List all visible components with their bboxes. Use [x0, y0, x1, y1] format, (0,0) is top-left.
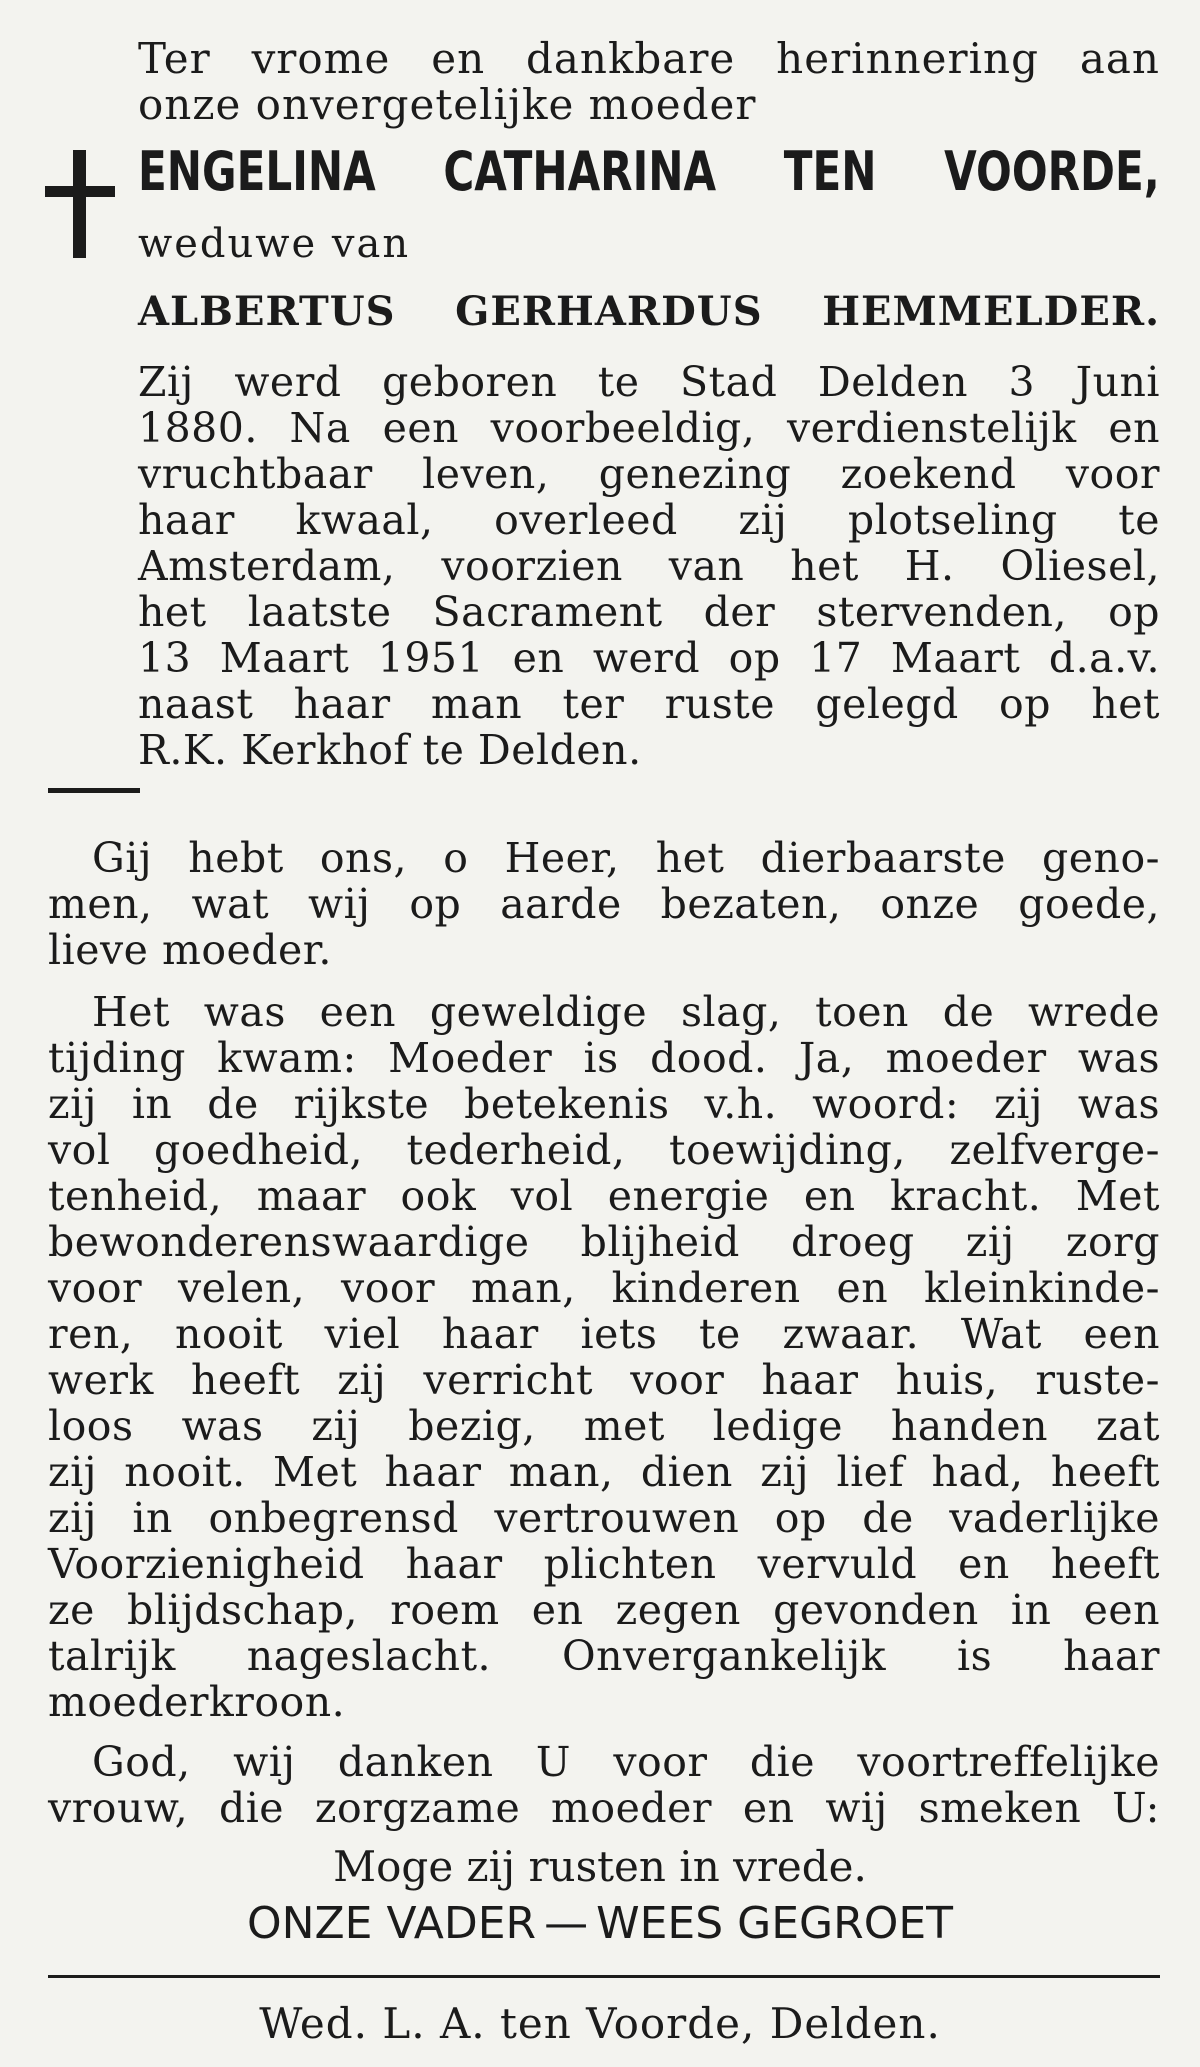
biography-line-6: het laatste Sacrament der stervenden, op — [138, 588, 1160, 636]
paragraph-2-line-11: zij nooit. Met haar man, dien zij lief had, heeft — [48, 1448, 1160, 1496]
biography-line-9: R.K. Kerkhof te Delden. — [138, 726, 642, 774]
paragraph-2-line-5: tenheid, maar ook vol energie en kracht. Met — [48, 1172, 1160, 1220]
deceased-name: ENGELINA CATHARINA TEN VOORDE, — [138, 140, 1160, 203]
short-divider — [48, 788, 140, 793]
biography-line-3: vruchtbaar leven, genezing zoekend voor — [138, 450, 1160, 498]
biography-line-2: 1880. Na een voorbeeldig, verdienstelijk en — [138, 404, 1160, 452]
prayer-separator: — — [544, 1898, 589, 1949]
paragraph-2-line-16: moederkroon. — [48, 1678, 346, 1726]
prayer-our-father: ONZE VADER — [246, 1898, 537, 1949]
paragraph-2-line-4: vol goedheid, tederheid, toewijding, zelfverge- — [48, 1126, 1160, 1174]
prayer-hail-mary: WEES GEGROET — [596, 1898, 954, 1949]
biography-line-8: naast haar man ter ruste gelegd op het — [138, 680, 1160, 728]
intro-line-1: Ter vrome en dankbare herinnering aan — [138, 34, 1160, 83]
rest-in-peace: Moge zij rusten in vrede. — [333, 1842, 867, 1891]
paragraph-2-line-2: tijding kwam: Moeder is dood. Ja, moeder was — [48, 1034, 1160, 1082]
intro-line-2: onze onvergetelijke moeder — [138, 80, 757, 129]
paragraph-2-line-15: talrijk nageslacht. Onvergankelijk is haar — [48, 1632, 1160, 1680]
paragraph-2-line-3: zij in de rijkste betekenis v.h. woord: zij was — [48, 1080, 1160, 1128]
cross-icon — [73, 150, 86, 258]
paragraph-2-line-13: Voorzienigheid haar plichten vervuld en heeft — [48, 1540, 1160, 1588]
widow-of-label: weduwe van — [138, 221, 411, 267]
paragraph-3-line-1: God, wij danken U voor die voortreffelijke — [92, 1738, 1160, 1786]
paragraph-2-line-7: voor velen, voor man, kinderen en kleinkinde- — [48, 1264, 1160, 1312]
paragraph-1-line-3: lieve moeder. — [48, 926, 332, 974]
biography-line-5: Amsterdam, voorzien van het H. Oliesel, — [138, 542, 1160, 590]
paragraph-2-line-1: Het was een geweldige slag, toen de wrede — [92, 988, 1160, 1036]
paragraph-2-line-6: bewonderenswaardige blijheid droeg zij zorg — [48, 1218, 1160, 1266]
paragraph-2-line-9: werk heeft zij verricht voor haar huis, ruste- — [48, 1356, 1160, 1404]
paragraph-2-line-12: zij in onbegrensd vertrouwen op de vaderlijke — [48, 1494, 1160, 1542]
husband-name: ALBERTUS GERHARDUS HEMMELDER. — [138, 288, 1160, 335]
prayers — [0, 1898, 1200, 1949]
paragraph-1-line-1: Gij hebt ons, o Heer, het dierbaarste geno- — [92, 834, 1160, 882]
bottom-divider — [48, 1975, 1160, 1978]
cross-icon-bar — [45, 186, 115, 197]
paragraph-2-line-14: ze blijdschap, roem en zegen gevonden in een — [48, 1586, 1160, 1634]
biography-line-1: Zij werd geboren te Stad Delden 3 Juni — [138, 358, 1160, 406]
paragraph-2-line-8: ren, nooit viel haar iets te zwaar. Wat een — [48, 1310, 1160, 1358]
biography-line-7: 13 Maart 1951 en werd op 17 Maart d.a.v. — [138, 634, 1160, 682]
biography-line-4: haar kwaal, overleed zij plotseling te — [138, 496, 1160, 544]
printer-imprint: Wed. L. A. ten Voorde, Delden. — [259, 1999, 941, 2048]
paragraph-3-line-2: vrouw, die zorgzame moeder en wij smeken U: — [48, 1784, 1160, 1832]
paragraph-1-line-2: men, wat wij op aarde bezaten, onze goede, — [48, 880, 1160, 928]
paragraph-2-line-10: loos was zij bezig, met ledige handen zat — [48, 1402, 1160, 1450]
